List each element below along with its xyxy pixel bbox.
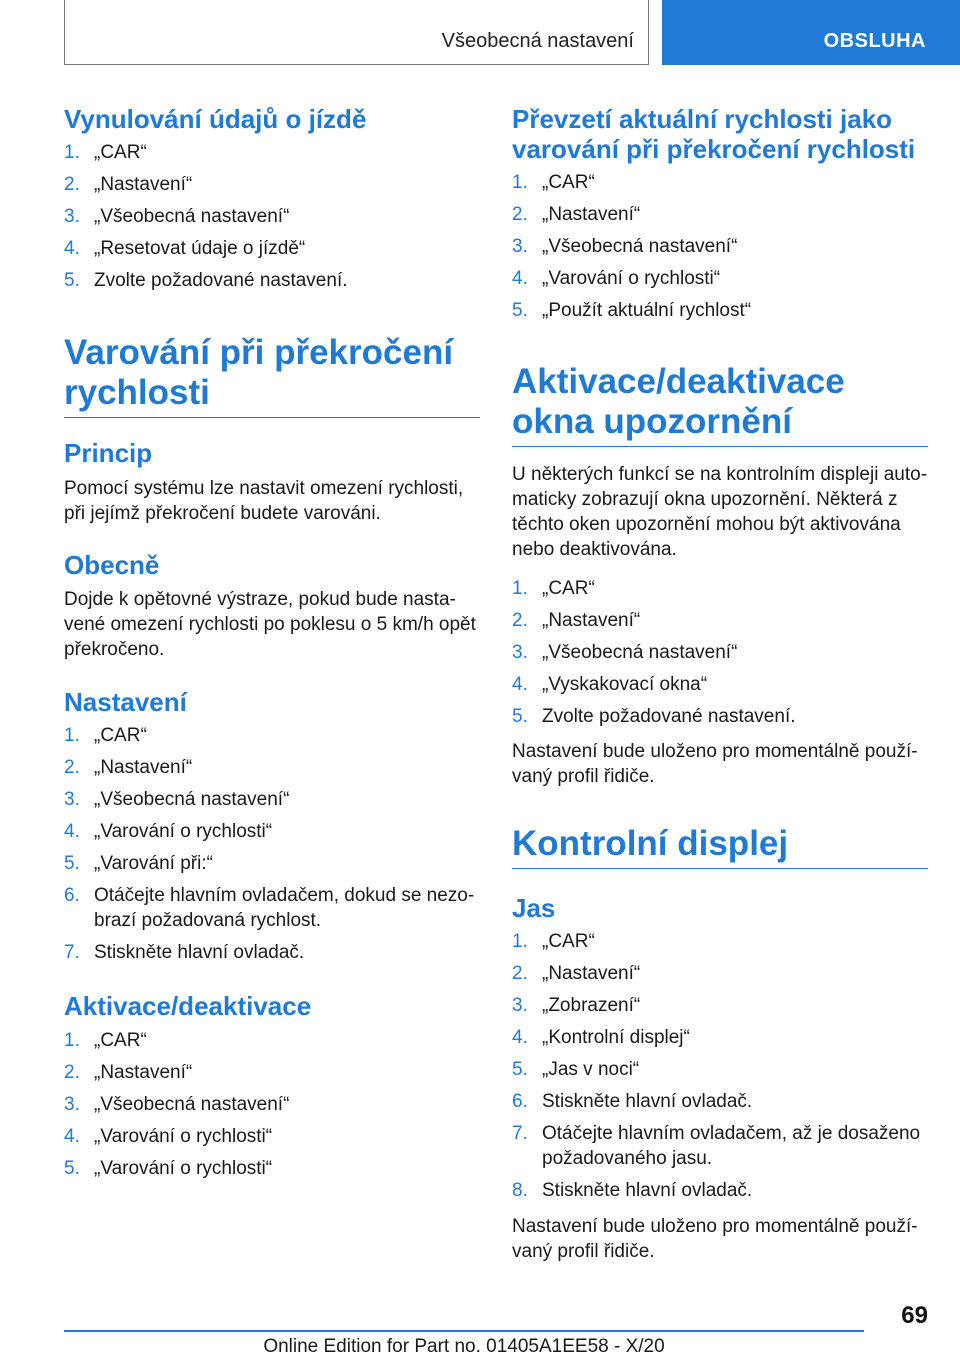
step-text: Stiskněte hlavní ovladač. <box>542 1180 753 1201</box>
step-text: „Nastavení“ <box>94 174 193 195</box>
step-item <box>512 704 928 729</box>
step-number: 3. <box>64 1094 80 1115</box>
step-item <box>512 608 928 633</box>
step-item <box>64 851 480 876</box>
step-text: Zvolte požadované nastavení. <box>94 270 348 291</box>
step-number: 1. <box>512 172 528 193</box>
general-heading: Obecně <box>64 550 160 580</box>
step-number: 1. <box>512 578 528 599</box>
step-text: „Varování o rychlosti“ <box>94 1158 273 1179</box>
step-item <box>512 1025 928 1050</box>
step-number: 3. <box>64 789 80 810</box>
step-item <box>64 787 480 812</box>
step-number: 6. <box>512 1091 528 1112</box>
step-text: „Všeobecná nastavení“ <box>542 642 738 663</box>
page-number: 69 <box>901 1302 928 1329</box>
step-text: „CAR“ <box>542 578 595 599</box>
general-text: Dojde k opětovné výstraze, pokud bude nastavené omezení rychlosti po poklesu o 5 km/h opět překročeno. <box>64 589 476 660</box>
step-number: 5. <box>64 853 80 874</box>
step-number: 7. <box>512 1123 528 1144</box>
step-item <box>512 202 928 227</box>
popups-text: U některých funkcí se na kontrolním displeji automaticky zobrazují okna upozornění. Některá z těchto oken upozornění mohou být aktivována nebo deaktivována. <box>512 464 928 560</box>
step-number: 2. <box>64 1062 80 1083</box>
step-text: „Varování při:“ <box>94 853 213 874</box>
step-item <box>512 1089 928 1114</box>
step-text: „Nastavení“ <box>542 610 641 631</box>
step-item <box>64 883 480 933</box>
step-item <box>64 140 480 165</box>
step-item <box>64 204 480 229</box>
step-number: 2. <box>512 610 528 631</box>
step-item <box>512 672 928 697</box>
adopt-speed-heading: Převzetí aktuální rychlosti jako varování při překročení rychlosti <box>512 104 916 164</box>
step-item <box>64 1124 480 1149</box>
step-item <box>512 640 928 665</box>
header-chapter-tab <box>662 0 960 65</box>
step-item <box>64 236 480 261</box>
step-text: „Všeobecná nastavení“ <box>94 789 290 810</box>
step-text: „Nastavení“ <box>94 757 193 778</box>
step-text: „Varování o rychlosti“ <box>94 1126 273 1147</box>
step-text: „Nastavení“ <box>542 204 641 225</box>
step-item <box>512 1121 928 1171</box>
step-item <box>512 234 928 259</box>
step-item <box>512 1178 928 1203</box>
step-text: „Všeobecná nastavení“ <box>94 1094 290 1115</box>
step-number: 2. <box>512 963 528 984</box>
step-number: 2. <box>64 757 80 778</box>
step-number: 2. <box>512 204 528 225</box>
popups-note: Nastavení bude uloženo pro momentálně používaný profil řidiče. <box>512 741 918 787</box>
step-number: 4. <box>512 674 528 695</box>
step-text: „Resetovat údaje o jízdě“ <box>94 238 306 259</box>
step-item <box>64 1092 480 1117</box>
step-text: „Kontrolní displej“ <box>542 1027 690 1048</box>
step-item <box>64 940 480 965</box>
brightness-steps <box>512 929 928 1210</box>
step-text: „Nastavení“ <box>94 1062 193 1083</box>
step-number: 4. <box>64 238 80 259</box>
step-text: „CAR“ <box>94 725 147 746</box>
step-item <box>64 723 480 748</box>
step-item <box>512 298 928 323</box>
step-number: 3. <box>512 642 528 663</box>
step-number: 1. <box>512 931 528 952</box>
footer-divider <box>64 1330 864 1332</box>
step-item <box>512 1057 928 1082</box>
header-frame <box>64 0 649 65</box>
speed-warning-heading: Varování při překročení rychlosti <box>64 333 480 418</box>
step-number: 5. <box>512 1059 528 1080</box>
step-text: „CAR“ <box>542 931 595 952</box>
step-text: „Všeobecná nastavení“ <box>542 236 738 257</box>
header-section-title: Všeobecná nastavení <box>441 30 634 52</box>
brightness-note: Nastavení bude uloženo pro momentálně používaný profil řidiče. <box>512 1216 918 1262</box>
step-number: 5. <box>64 1158 80 1179</box>
activation-heading: Aktivace/deaktivace <box>64 991 312 1021</box>
step-text: Otáčejte hlavním ovladačem, dokud se nezobrazí požadovaná rychlost. <box>94 885 475 931</box>
step-text: „Jas v noci“ <box>542 1059 640 1080</box>
step-text: „Varování o rychlosti“ <box>94 821 273 842</box>
step-number: 4. <box>512 1027 528 1048</box>
popups-heading: Aktivace/deaktivace okna upozornění <box>512 362 928 447</box>
trip-reset-steps <box>64 140 480 300</box>
step-text: „CAR“ <box>94 142 147 163</box>
step-item <box>64 1060 480 1085</box>
step-number: 4. <box>64 821 80 842</box>
header-chapter-label: OBSLUHA <box>823 30 926 52</box>
step-text: Stiskněte hlavní ovladač. <box>94 942 305 963</box>
step-number: 6. <box>64 885 80 906</box>
step-number: 2. <box>64 174 80 195</box>
adopt-speed-steps <box>512 170 928 330</box>
step-number: 4. <box>64 1126 80 1147</box>
step-item <box>64 1156 480 1181</box>
step-item <box>512 929 928 954</box>
step-text: „Všeobecná nastavení“ <box>94 206 290 227</box>
step-item <box>512 266 928 291</box>
step-text: „CAR“ <box>94 1030 147 1051</box>
footer-edition: Online Edition for Part no. 01405A1EE58 - X/20 <box>263 1336 665 1357</box>
step-item <box>64 755 480 780</box>
step-number: 1. <box>64 142 80 163</box>
step-item <box>512 993 928 1018</box>
settings-steps <box>64 723 480 972</box>
step-text: „CAR“ <box>542 172 595 193</box>
brightness-heading: Jas <box>512 893 556 923</box>
trip-reset-heading: Vynulování údajů o jízdě <box>64 104 367 134</box>
step-number: 3. <box>512 236 528 257</box>
popups-steps <box>512 576 928 736</box>
step-text: „Vyskakovací okna“ <box>542 674 708 695</box>
step-text: Stiskněte hlavní ovladač. <box>542 1091 753 1112</box>
step-text: „Varování o rychlosti“ <box>542 268 721 289</box>
step-number: 8. <box>512 1180 528 1201</box>
step-number: 3. <box>64 206 80 227</box>
control-display-heading: Kontrolní displej <box>512 824 928 869</box>
step-number: 5. <box>512 706 528 727</box>
step-number: 1. <box>64 725 80 746</box>
step-number: 4. <box>512 268 528 289</box>
settings-heading: Nastavení <box>64 687 187 717</box>
step-item <box>512 170 928 195</box>
step-number: 1. <box>64 1030 80 1051</box>
step-text: Otáčejte hlavním ovladačem, až je dosaženo požadovaného jasu. <box>542 1123 921 1169</box>
step-item <box>64 172 480 197</box>
activation-steps <box>64 1028 480 1188</box>
step-number: 7. <box>64 942 80 963</box>
step-number: 3. <box>512 995 528 1016</box>
step-item <box>64 819 480 844</box>
step-number: 5. <box>64 270 80 291</box>
principle-heading: Princip <box>64 438 153 468</box>
step-text: „Nastavení“ <box>542 963 641 984</box>
step-text: „Použít aktuální rychlost“ <box>542 300 752 321</box>
step-text: Zvolte požadované nastavení. <box>542 706 796 727</box>
step-item <box>512 961 928 986</box>
step-item <box>512 576 928 601</box>
step-number: 5. <box>512 300 528 321</box>
step-item <box>64 268 480 293</box>
step-text: „Zobrazení“ <box>542 995 641 1016</box>
principle-text: Pomocí systému lze nastavit omezení rychlosti, při jejímž překročení budete varováni. <box>64 478 464 524</box>
step-item <box>64 1028 480 1053</box>
